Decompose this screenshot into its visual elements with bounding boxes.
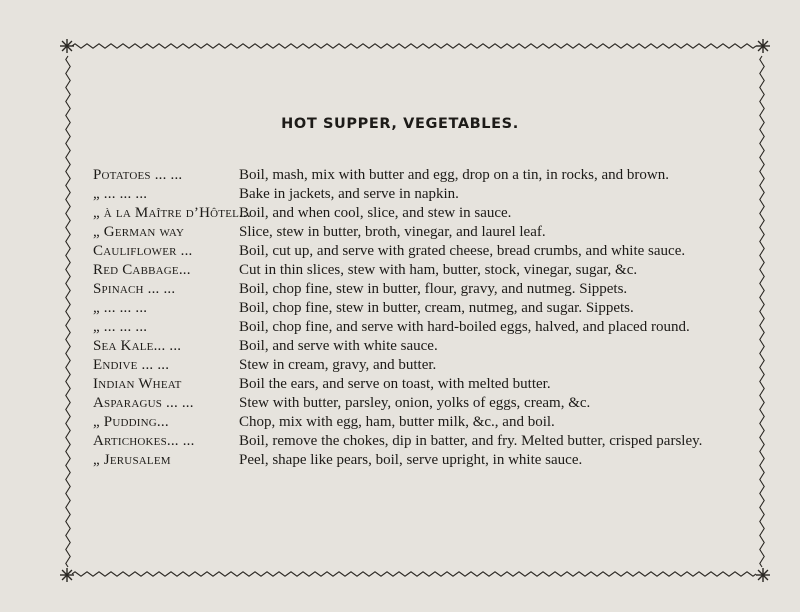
entry-description: Boil, chop fine, stew in butter, flour, gravy, and nutmeg. Sippets. <box>239 281 628 297</box>
menu-entry <box>93 299 723 318</box>
entry-label: Endive ... ... <box>93 357 170 373</box>
corner-star-icon <box>60 39 74 53</box>
menu-entry <box>93 413 723 432</box>
menu-entry <box>93 394 723 413</box>
entry-description: Cut in thin slices, stew with ham, butter, stock, vinegar, sugar, &c. <box>239 262 638 278</box>
entry-description: Boil, mash, mix with butter and egg, drop on a tin, in rocks, and brown. <box>239 167 669 183</box>
entry-label: Red Cabbage... <box>93 262 191 278</box>
entry-label: „ German way <box>93 224 185 240</box>
entry-label: „ Pudding... <box>93 414 169 430</box>
menu-entry <box>93 185 723 204</box>
menu-entry <box>93 204 723 223</box>
entry-label: Asparagus ... ... <box>93 395 194 411</box>
entry-label: Sea Kale... ... <box>93 338 182 354</box>
menu-entry <box>93 318 723 337</box>
menu-entry <box>93 242 723 261</box>
corner-star-icon <box>60 568 74 582</box>
entry-label: „ ... ... ... <box>93 300 148 316</box>
border-right-wave <box>760 56 764 567</box>
entry-description: Chop, mix with egg, ham, butter milk, &c., and boil. <box>239 414 555 430</box>
entry-description: Slice, stew in butter, broth, vinegar, and laurel leaf. <box>239 224 546 240</box>
border-bottom-wave <box>72 572 756 576</box>
border-top-wave <box>72 44 756 48</box>
entry-description: Stew in cream, gravy, and butter. <box>239 357 437 373</box>
entry-label: „ ... ... ... <box>93 319 148 335</box>
border-left-wave <box>66 56 70 567</box>
entry-label: Potatoes ... ... <box>93 167 183 183</box>
corner-star-icon <box>756 568 770 582</box>
menu-entry <box>93 356 723 375</box>
entry-description: Boil, and when cool, slice, and stew in sauce. <box>239 205 512 221</box>
entry-label: Artichokes... ... <box>93 433 195 449</box>
entry-label: „ ... ... ... <box>93 186 148 202</box>
entry-description: Boil, chop fine, and serve with hard-boiled eggs, halved, and placed round. <box>239 319 690 335</box>
entry-label: Spinach ... ... <box>93 281 176 297</box>
menu-entry <box>93 451 723 470</box>
menu-entry <box>93 261 723 280</box>
corner-star-icon <box>756 39 770 53</box>
entry-description: Boil the ears, and serve on toast, with melted butter. <box>239 376 551 392</box>
menu-entry <box>93 432 723 451</box>
entry-description: Boil, cut up, and serve with grated cheese, bread crumbs, and white sauce. <box>239 243 686 259</box>
entry-label: Indian Wheat <box>93 376 182 392</box>
entry-description: Boil, and serve with white sauce. <box>239 338 438 354</box>
entry-label: Cauliflower ... <box>93 243 193 259</box>
entry-label: „ Jerusalem <box>93 452 171 468</box>
entry-description: Peel, shape like pears, boil, serve upright, in white sauce. <box>239 452 583 468</box>
menu-entry <box>93 223 723 242</box>
entry-description: Boil, remove the chokes, dip in batter, and fry. Melted butter, crisped parsley. <box>239 433 703 449</box>
menu-entry <box>93 337 723 356</box>
menu-entry <box>93 280 723 299</box>
entry-label: „ à la Maître d’Hôtel... <box>93 205 251 221</box>
entry-description: Boil, chop fine, stew in butter, cream, nutmeg, and sugar. Sippets. <box>239 300 634 316</box>
page-title: HOT SUPPER, VEGETABLES. <box>281 116 519 132</box>
entry-description: Stew with butter, parsley, onion, yolks of eggs, cream, &c. <box>239 395 591 411</box>
entry-description: Bake in jackets, and serve in napkin. <box>239 186 459 202</box>
vegetable-list <box>93 166 723 470</box>
menu-entry <box>93 166 723 185</box>
menu-entry <box>93 375 723 394</box>
